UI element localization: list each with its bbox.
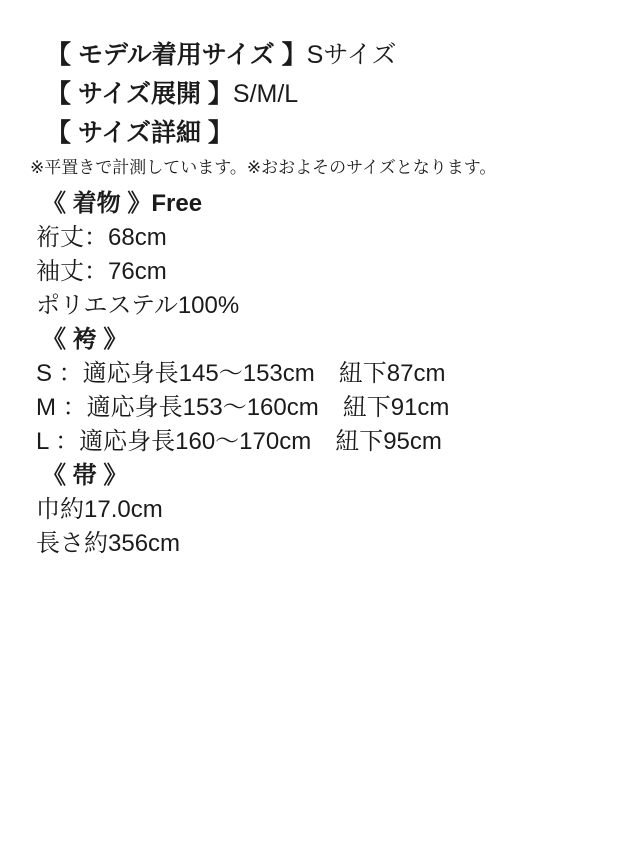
hakama-size-l-row: L ：適応身長160〜170cm 紐下95cm	[36, 428, 442, 455]
obi-section-header: 《 帯 》	[42, 462, 128, 489]
kimono-header-text: 《 着物 》	[42, 190, 152, 217]
obi-width: 巾約17.0cm	[36, 496, 163, 523]
kimono-size-value: Free	[151, 190, 203, 217]
model-size-value: Sサイズ	[306, 41, 397, 69]
size-detail-line	[0, 114, 640, 153]
size-range-label: 【 サイズ展開 】	[46, 80, 233, 108]
measurement-note: ※平置きで計測しています。※おおよそのサイズとなります。	[30, 158, 497, 177]
size-detail-body	[0, 187, 640, 561]
size-detail-label: 【 サイズ詳細 】	[46, 119, 233, 147]
model-size-line	[0, 36, 640, 75]
kimono-yuki-length: 裄丈：68cm	[36, 224, 167, 251]
kimono-section-header	[0, 187, 640, 221]
kimono-sleeve-length: 袖丈：76cm	[36, 258, 167, 285]
model-size-label: 【 モデル着用サイズ 】	[46, 41, 307, 69]
hakama-size-m-row: M ：適応身長153〜160cm 紐下91cm	[36, 394, 450, 421]
hakama-section-header: 《 袴 》	[42, 326, 128, 353]
obi-length: 長さ約356cm	[36, 530, 181, 557]
size-range-line	[0, 75, 640, 114]
size-range-value: S/M/L	[232, 80, 299, 108]
kimono-material: ポリエステル100%	[36, 292, 240, 319]
hakama-size-s-row: S ：適応身長145〜153cm 紐下87cm	[36, 360, 446, 387]
